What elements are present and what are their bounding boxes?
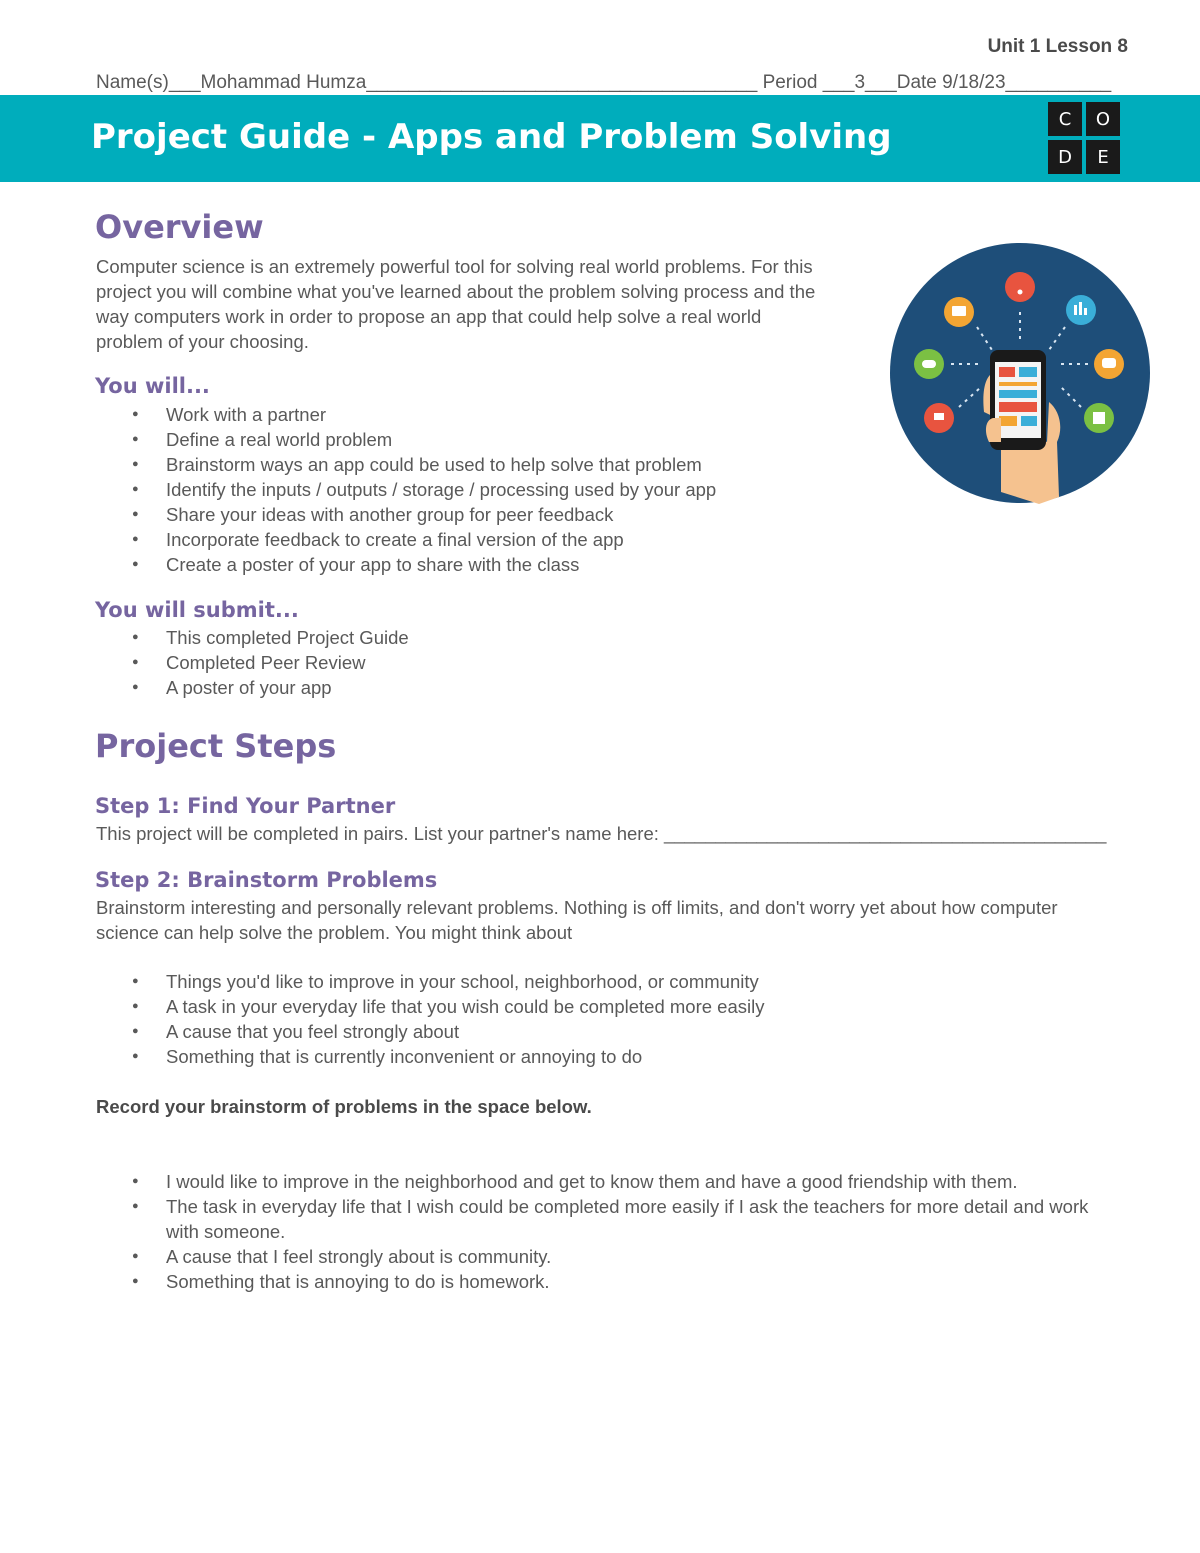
- logo-letter: D: [1048, 140, 1082, 174]
- list-item: ● Things you'd like to improve in your school, neighborhood, or community: [96, 969, 1136, 994]
- step-2-line: Brainstorm interesting and personally relevant problems. Nothing is off limits, and don't worry yet about how computer: [96, 897, 1058, 918]
- step-2-text: [96, 895, 1136, 945]
- list-item: ● Share your ideas with another group for peer feedback: [96, 502, 876, 527]
- list-item: ● Create a poster of your app to share with the class: [96, 552, 876, 577]
- overview-line: way computers work in order to propose an app that could help solve a real world: [96, 306, 762, 327]
- list-item: ● Work with a partner: [96, 402, 876, 427]
- list-item: ● Incorporate feedback to create a final version of the app: [96, 527, 876, 552]
- list-item: ● This completed Project Guide: [96, 625, 876, 650]
- list-item: ● Brainstorm ways an app could be used to help solve that problem: [96, 452, 876, 477]
- logo-letter: E: [1086, 140, 1120, 174]
- you-will-submit-heading: You will submit...: [95, 598, 299, 622]
- logo-letter: C: [1048, 102, 1082, 136]
- list-item: ● The task in everyday life that I wish could be completed more easily if I ask the teachers for more detail and work with someone.: [96, 1194, 1106, 1244]
- list-item: ● I would like to improve in the neighborhood and get to know them and have a good friendship with them.: [96, 1169, 1106, 1194]
- step-2-line: science can help solve the problem. You might think about: [96, 922, 573, 943]
- step-2-heading: Step 2: Brainstorm Problems: [95, 868, 438, 892]
- step-1-heading: Step 1: Find Your Partner: [95, 794, 396, 818]
- logo-letter: O: [1086, 102, 1120, 136]
- overview-text: [96, 254, 886, 354]
- list-item: ● Something that is currently inconvenient or annoying to do: [96, 1044, 1136, 1069]
- list-item: ● A cause that I feel strongly about is community.: [96, 1244, 1106, 1269]
- list-item: ● Define a real world problem: [96, 427, 876, 452]
- code-logo: [1048, 102, 1120, 174]
- step-1-text: This project will be completed in pairs. List your partner's name here: ___________________________________________: [96, 823, 1107, 844]
- list-item: ● Something that is annoying to do is homework.: [96, 1269, 1106, 1294]
- overview-line: project you will combine what you've learned about the problem solving process and the: [96, 281, 816, 302]
- brainstorm-responses-list: [96, 1169, 1106, 1294]
- list-item: ● A cause that you feel strongly about: [96, 1019, 1136, 1044]
- page-title: Project Guide - Apps and Problem Solving: [91, 117, 892, 157]
- list-item: ● A poster of your app: [96, 675, 876, 700]
- smartphone-apps-illustration: [889, 242, 1151, 504]
- you-will-list: [96, 402, 876, 577]
- you-will-heading: You will...: [95, 374, 210, 398]
- name-period-date-line: Name(s)___Mohammad Humza_____________________________________ Period ___3___Date 9/18/23__________: [96, 72, 1112, 93]
- overview-line: problem of your choosing.: [96, 331, 309, 352]
- unit-lesson-label: Unit 1 Lesson 8: [987, 36, 1128, 57]
- brainstorm-ideas-list: [96, 969, 1136, 1069]
- submit-list: [96, 625, 876, 700]
- list-item: ● Identify the inputs / outputs / storage / processing used by your app: [96, 477, 876, 502]
- overview-line: Computer science is an extremely powerful tool for solving real world problems. For this: [96, 256, 813, 277]
- list-item: ● Completed Peer Review: [96, 650, 876, 675]
- record-prompt: Record your brainstorm of problems in the space below.: [96, 1096, 592, 1117]
- project-steps-heading: Project Steps: [95, 727, 337, 765]
- overview-heading: Overview: [95, 208, 264, 246]
- list-item: ● A task in your everyday life that you wish could be completed more easily: [96, 994, 1136, 1019]
